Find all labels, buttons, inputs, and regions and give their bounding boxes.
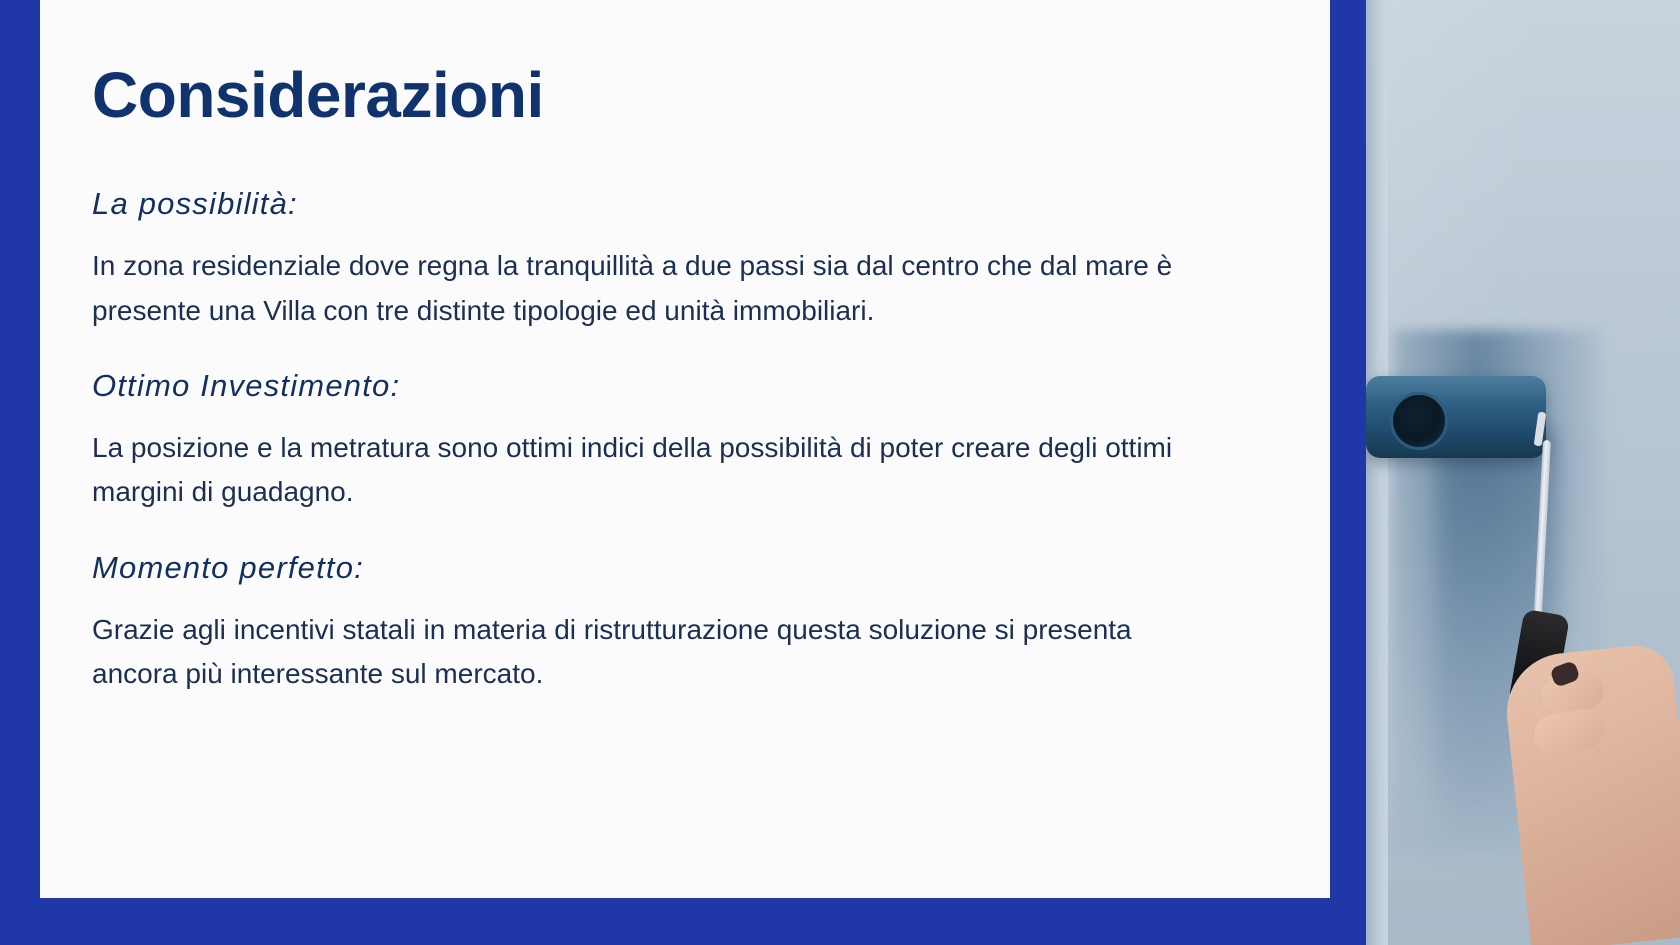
section-block <box>92 549 1252 697</box>
section-heading: Ottimo Investimento: <box>92 367 401 403</box>
decorative-photo <box>1366 0 1680 945</box>
section-body: La posizione e la metratura sono ottimi indici della possibilità di poter creare degli ottimi margini di guadagno. <box>92 432 1173 508</box>
section-body: In zona residenziale dove regna la tranquillità a due passi sia dal centro che dal mare è presente una Villa con tre distinte tipologie ed unità immobiliari. <box>92 250 1173 326</box>
content-card <box>40 0 1330 898</box>
content-inner <box>92 59 1252 696</box>
section-heading: Momento perfetto: <box>92 549 364 585</box>
roller-end-cap-icon <box>1390 392 1448 450</box>
section-body: Grazie agli incentivi statali in materia di ristrutturazione questa soluzione si presenta ancora più interessante sul mercato. <box>92 613 1132 689</box>
wall-edge-highlight <box>1366 0 1388 945</box>
page-title: Considerazioni <box>92 59 544 131</box>
section-block <box>92 185 1252 333</box>
section-heading: La possibilità: <box>92 186 298 222</box>
section-block <box>92 367 1252 515</box>
